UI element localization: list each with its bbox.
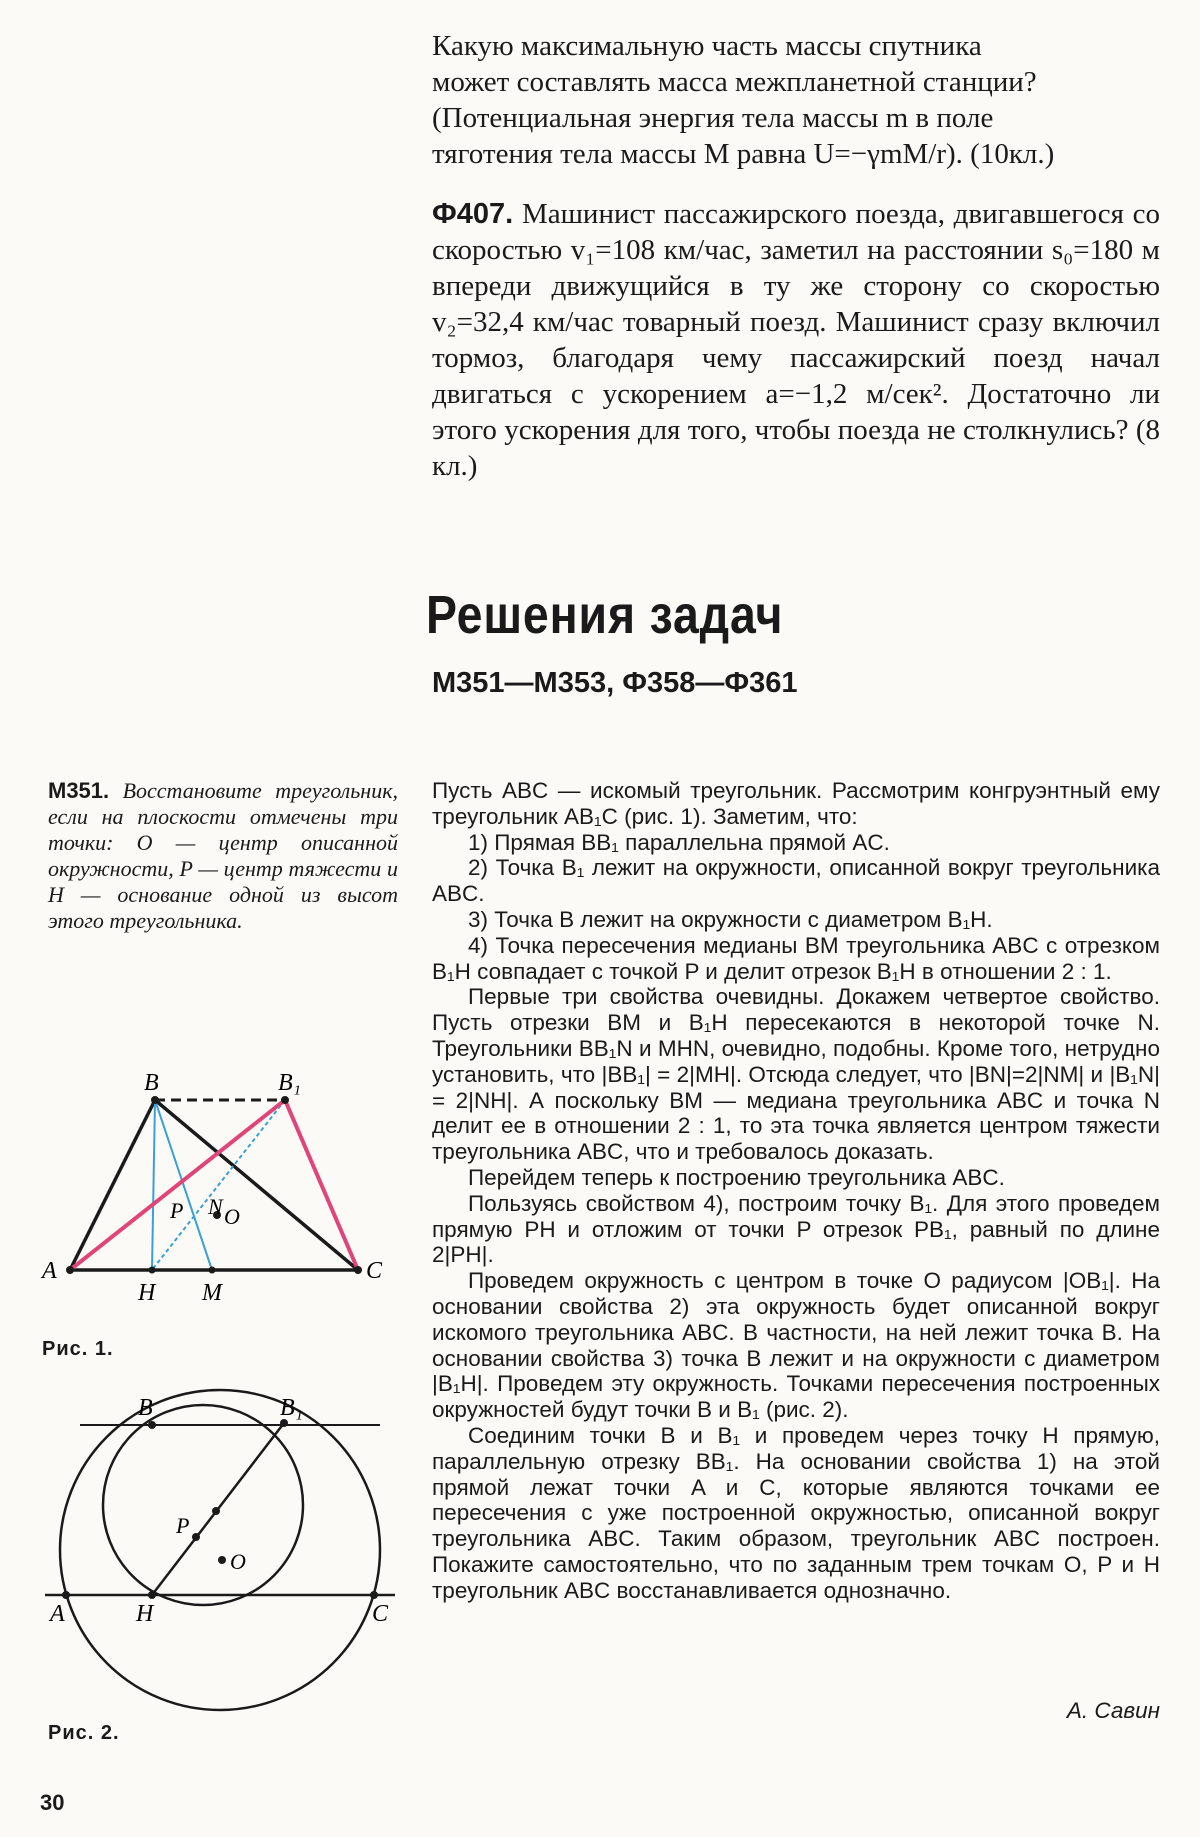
prev-line-2: может составлять масса межпланетной станции? [432, 66, 1037, 98]
circumcircle [60, 1390, 380, 1710]
label-h: H [136, 1601, 154, 1627]
point-p [192, 1533, 200, 1541]
label-c: C [366, 1258, 383, 1284]
prev-line-4: тяготения тела массы M равна U=−γmM/r). (10кл.) [432, 138, 1055, 170]
figure-1-caption: Рис. 1. [42, 1338, 114, 1360]
point-o [218, 1556, 226, 1564]
problem-id: М351. [48, 778, 110, 803]
label-b1: B₁ [280, 1395, 304, 1421]
label-m: M [202, 1280, 222, 1300]
property-3: 3) Точка B лежит на окружности с диаметром B₁H. [468, 906, 993, 932]
side-bc [155, 1100, 358, 1270]
label-h: H [138, 1280, 156, 1300]
label-b1: B₁ [278, 1070, 302, 1096]
page-number: 30 [40, 1790, 65, 1815]
problem-statement-text: Восстановите треугольник, если на плоскости отмечены три точки: O — центр описанной окружности, P — центр тяжести и H — основание одной из высот этого треугольника. [48, 778, 398, 933]
point-a [62, 1591, 70, 1599]
point-n [212, 1507, 220, 1515]
altitude-bh [152, 1100, 155, 1270]
point-b [151, 1096, 159, 1104]
label-a: A [50, 1601, 65, 1627]
circle-diameter-b1h [103, 1405, 303, 1605]
side-b1c [285, 1100, 358, 1270]
section-title: Решения задач [426, 585, 784, 645]
solution-intro: Пусть ABC — искомый треугольник. Рассмотрим конгруэнтный ему треугольник AB₁C (рис. 1). Заметим, что: [432, 778, 1160, 829]
label-a: A [42, 1258, 57, 1284]
solution-paragraph: Проведем окружность с центром в точке O радиусом |OB₁|. На основании свойства 2) эта окружность будет описанной вокруг искомого треугольника ABC. В частности, на ней лежит точка B. На основании свойства 3) точка B лежит и на окружности с диаметром |B₁H|. Проведем эту окружность. Точками пересечения построенных окружностей будут точки B и B₁ (рис. 2). [432, 1268, 1160, 1423]
point-c [354, 1266, 362, 1274]
problem-statement [48, 778, 398, 934]
label-o: O [230, 1549, 246, 1574]
point-h [149, 1267, 156, 1274]
label-p: P [176, 1513, 190, 1538]
solution-paragraph: Перейдем теперь к построению треугольника ABC. [468, 1164, 1005, 1190]
label-p: P [170, 1198, 184, 1223]
label-c: C [372, 1601, 389, 1627]
solution-body [432, 778, 1160, 1604]
side-ab [70, 1100, 155, 1270]
problem-f407 [432, 196, 1160, 484]
label-o: O [224, 1204, 240, 1229]
label-b: B [144, 1070, 159, 1096]
problem-f407-text: Машинист пассажирского поезда, двигавшегося со скоростью v₁=108 км/час, заметил на расстоянии s₀=180 м впереди движущийся в ту же сторону со скоростью v₂=32,4 км/час товарный поезд. Машинист сразу включил тормоз, благодаря чему пассажирский поезд начал двигаться с ускорением a=−1,2 м/сек². Достаточно ли этого ускорения для того, чтобы поезда не столкнулись? (8 кл.) [432, 198, 1161, 482]
point-c [370, 1591, 378, 1599]
property-4: 4) Точка пересечения медианы BM треугольника ABC с отрезком B₁H совпадает с точкой P и делит отрезок B₁H в отношении 2 : 1. [432, 932, 1160, 984]
figure-1 [40, 1060, 410, 1300]
point-h [148, 1591, 156, 1599]
author: А. Савин [1066, 1698, 1160, 1723]
point-a [66, 1266, 74, 1274]
property-1: 1) Прямая BB₁ параллельна прямой AC. [468, 829, 890, 855]
side-ab1 [70, 1100, 285, 1270]
point-b [148, 1421, 156, 1429]
label-n: N [208, 1194, 223, 1219]
problem-f407-id: Ф407. [432, 198, 514, 230]
solution-paragraph: Пользуясь свойством 4), построим точку B₁. Для этого проведем прямую PH и отложим от точки P отрезок PB₁, равный по длине 2|PH|. [432, 1190, 1160, 1268]
point-m [209, 1267, 216, 1274]
label-b: B [138, 1395, 153, 1421]
solution-paragraph: Соединим точки B и B₁ и проведем через точку H прямую, параллельную отрезку BB₁. На основании свойства 1) на этой прямой лежат точки A и C, которые являются точками ее пересечения с уже построенной окружностью, описанной вокруг треугольника ABC. Таким образом, треугольник ABC построен. Покажите самостоятельно, что по заданным трем точкам O, P и H треугольник ABC восстанавливается однозначно. [432, 1422, 1160, 1603]
prev-line-1: Какую максимальную часть массы спутника [432, 30, 982, 62]
top-problems [432, 28, 1160, 484]
section-subtitle: М351—М353, Ф358—Ф361 [432, 667, 798, 699]
figure-2 [40, 1385, 410, 1725]
problem-previous-text [432, 28, 1160, 172]
point-b1 [281, 1096, 289, 1104]
segment-b1-h [152, 1100, 285, 1270]
solution-paragraph: Первые три свойства очевидны. Докажем четвертое свойство. Пусть отрезки BM и B₁H пересекаются в некоторой точке N. Треугольники BB₁N и MHN, очевидно, подобны. Кроме того, нетрудно установить, что |BB₁| = 2|MH|. Отсюда следует, что |BN|=2|NM| и |B₁N| = 2|NH|. А поскольку BM — медиана треугольника ABC и точка N делит ее в отношении 2 : 1, то эта точка является центром тяжести треугольника ABC, что и требовалось доказать. [432, 984, 1160, 1165]
prev-line-3: (Потенциальная энергия тела массы m в поле [432, 102, 994, 134]
figure-2-caption: Рис. 2. [48, 1722, 120, 1744]
property-2: 2) Точка B₁ лежит на окружности, описанной вокруг треугольника ABC. [432, 855, 1160, 907]
